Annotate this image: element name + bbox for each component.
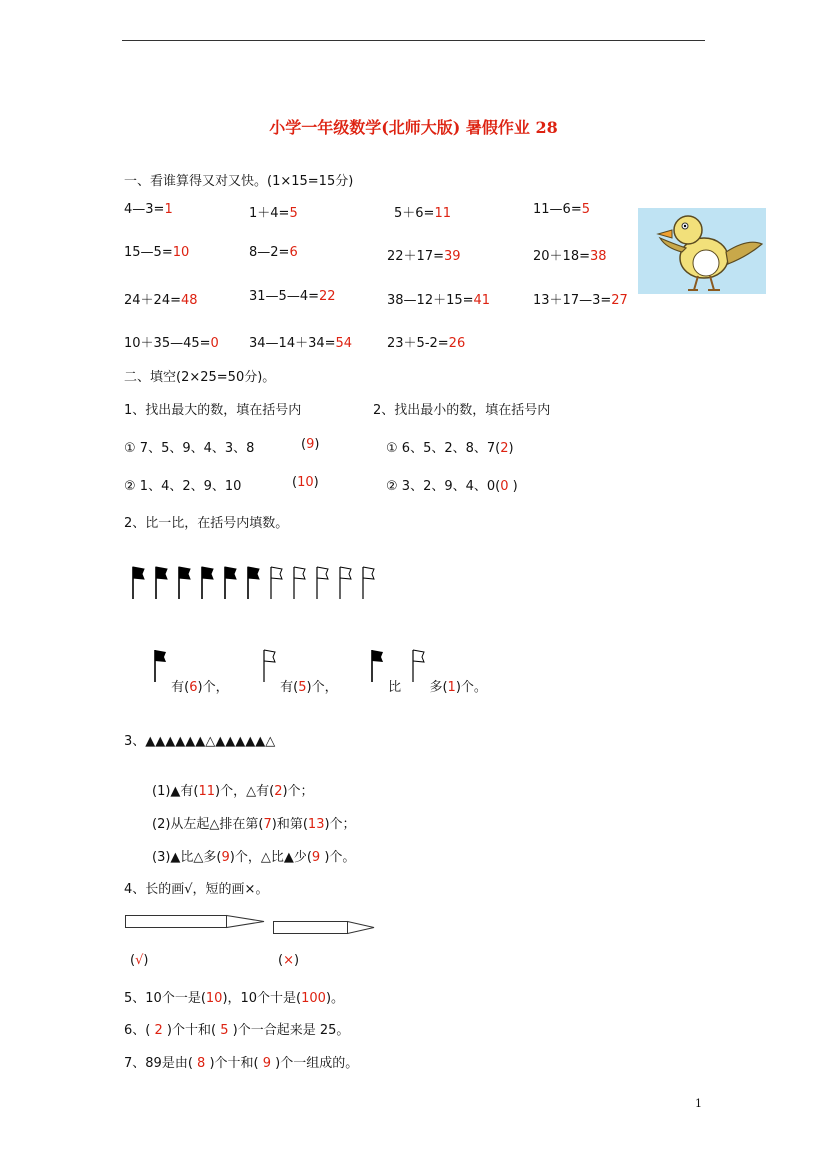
filled-flag-icon <box>370 648 384 682</box>
filled-flag-icon <box>223 565 237 599</box>
q3-line-3: (3)▲比△多(9)个，△比▲少(9 )个。 <box>152 850 356 865</box>
calc-item: 1＋4=5 <box>249 206 298 221</box>
q4-answer-short: (×) <box>278 953 300 968</box>
q7-line: 7、89是由( 8 )个十和( 9 )个一组成的。 <box>124 1056 359 1071</box>
page-number: 1 <box>695 1097 702 1110</box>
empty-flag-icon <box>338 565 352 599</box>
q1-left-answer: (10) <box>292 475 319 490</box>
flag-compare-line: 比 多(1)个。 <box>370 648 487 682</box>
page-title: 小学一年级数学(北师大版) 暑假作业 28 <box>269 118 558 137</box>
q1-right-item: ① 6、5、2、8、7(2) <box>386 441 514 456</box>
calc-item: 11—6=5 <box>533 202 590 217</box>
q3-line-2: (2)从左起△排在第(7)和第(13)个； <box>152 817 356 832</box>
short-pencil-icon <box>273 920 375 936</box>
empty-flag-icon <box>262 648 276 682</box>
calc-item: 24＋24=48 <box>124 293 198 308</box>
calc-item: 22＋17=39 <box>387 249 461 264</box>
filled-flag-icon <box>153 648 167 682</box>
q6-line: 6、( 2 )个十和( 5 )个一合起来是 25。 <box>124 1023 350 1038</box>
q1-right-item: ② 3、2、9、4、0(0 ) <box>386 479 518 494</box>
q1-left-item: ① 7、5、9、4、3、8 <box>124 441 255 456</box>
empty-flag-icon <box>269 565 283 599</box>
calc-item: 10＋35—45=0 <box>124 336 219 351</box>
calc-item: 13＋17—3=27 <box>533 293 628 308</box>
filled-flag-icon <box>246 565 260 599</box>
calc-item: 5＋6=11 <box>394 206 451 221</box>
q1-right-title: 2、找出最小的数，填在括号内 <box>373 403 551 418</box>
q3-title: 3、▲▲▲▲▲▲△▲▲▲▲▲△ <box>124 734 276 749</box>
empty-flag-icon <box>315 565 329 599</box>
flag-compare-line: 有(6)个， <box>153 648 229 682</box>
calc-item: 38—12＋15=41 <box>387 293 491 308</box>
filled-flag-icon <box>154 565 168 599</box>
empty-flag-icon <box>411 648 425 682</box>
q3-line-1: (1)▲有(11)个，△有(2)个； <box>152 784 314 799</box>
section2-heading: 二、填空(2×25=50分)。 <box>124 370 276 385</box>
calc-item: 15—5=10 <box>124 245 190 260</box>
q4-answer-long: (√) <box>130 953 149 968</box>
calc-item: 20＋18=38 <box>533 249 607 264</box>
q1-left-item: ② 1、4、2、9、10 <box>124 479 242 494</box>
calc-item: 8—2=6 <box>249 245 298 260</box>
calc-item: 23＋5-2=26 <box>387 336 466 351</box>
q2-title: 2、比一比，在括号内填数。 <box>124 516 289 531</box>
long-pencil-icon <box>125 914 265 930</box>
flag-row <box>131 565 384 599</box>
filled-flag-icon <box>177 565 191 599</box>
calc-item: 4—3=1 <box>124 202 173 217</box>
q1-left-answer: (9) <box>301 437 320 452</box>
filled-flag-icon <box>200 565 214 599</box>
section1-heading: 一、看谁算得又对又快。(1×15=15分) <box>124 174 354 189</box>
header-rule <box>122 40 705 41</box>
q1-left-title: 1、找出最大的数，填在括号内 <box>124 403 302 418</box>
flag-compare-line: 有(5)个， <box>262 648 338 682</box>
empty-flag-icon <box>361 565 375 599</box>
calc-item: 31—5—4=22 <box>249 289 336 304</box>
calc-item: 34—14＋34=54 <box>249 336 353 351</box>
empty-flag-icon <box>292 565 306 599</box>
bird-illustration <box>638 208 766 294</box>
q4-title: 4、长的画√，短的画×。 <box>124 882 269 897</box>
filled-flag-icon <box>131 565 145 599</box>
q5-line: 5、10个一是(10)，10个十是(100)。 <box>124 991 345 1006</box>
